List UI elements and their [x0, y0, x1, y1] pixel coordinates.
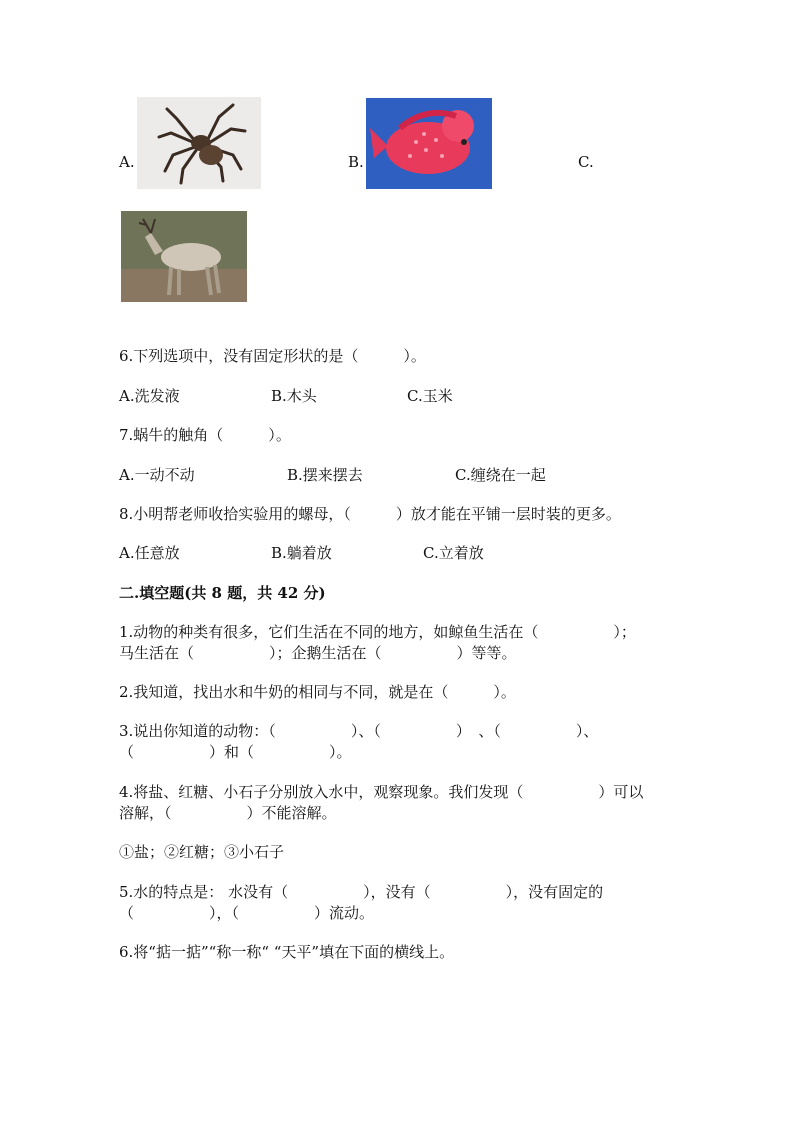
question-6-option-c: C.玉米 — [407, 387, 453, 405]
question-7-stem: 7.蜗牛的触角（ ）。 — [119, 426, 291, 444]
deer-icon — [121, 211, 247, 302]
question-8-option-b: B.躺着放 — [271, 544, 332, 562]
fill-1-line-2: 马生活在（ ）；企鹅生活在（ ）等等。 — [119, 644, 517, 662]
option-b-label: B. — [348, 153, 364, 171]
question-8-option-c: C.立着放 — [423, 544, 484, 562]
question-7-option-a: A.一动不动 — [119, 466, 195, 484]
deer-image — [121, 211, 247, 302]
fill-6: 6.将“掂一掂”“称一称“ “天平”填在下面的横线上。 — [119, 943, 455, 961]
question-7-option-b: B.摆来摆去 — [287, 466, 363, 484]
question-8-stem: 8.小明帮老师收拾实验用的螺母，（ ）放才能在平铺一层时装的更多。 — [119, 505, 621, 523]
fill-4-line-2: 溶解，（ ）不能溶解。 — [119, 804, 337, 822]
fill-4-items: ①盐；②红糖；③小石子 — [119, 843, 285, 861]
fish-image — [366, 98, 492, 189]
section-2-heading: 二.填空题(共 8 题，共 42 分) — [119, 584, 326, 602]
fill-2: 2.我知道，找出水和牛奶的相同与不同，就是在（ ）。 — [119, 683, 516, 701]
question-8-option-a: A.任意放 — [119, 544, 180, 562]
fill-5-line-1: 5.水的特点是： 水没有（ ），没有（ ），没有固定的 — [119, 883, 604, 901]
option-a-label: A. — [119, 153, 135, 171]
spider-image — [137, 97, 261, 189]
fill-5-line-2: （ ），（ ）流动。 — [119, 904, 375, 922]
option-c-label: C. — [578, 153, 594, 171]
fill-4-line-1: 4.将盐、红糖、小石子分别放入水中，观察现象。我们发现（ ）可以 — [119, 783, 644, 801]
fish-icon — [366, 98, 492, 189]
question-6-option-b: B.木头 — [271, 387, 317, 405]
fill-1-line-1: 1.动物的种类有很多，它们生活在不同的地方，如鲸鱼生活在（ ）； — [119, 623, 636, 641]
fill-3-line-1: 3.说出你知道的动物：（ ）、（ ） 、（ ）、 — [119, 722, 599, 740]
question-7-option-c: C.缠绕在一起 — [455, 466, 546, 484]
fill-3-line-2: （ ）和（ ）。 — [119, 743, 352, 761]
question-6-stem: 6.下列选项中，没有固定形状的是（ ）。 — [119, 347, 426, 365]
spider-icon — [137, 97, 261, 189]
question-6-option-a: A.洗发液 — [119, 387, 180, 405]
